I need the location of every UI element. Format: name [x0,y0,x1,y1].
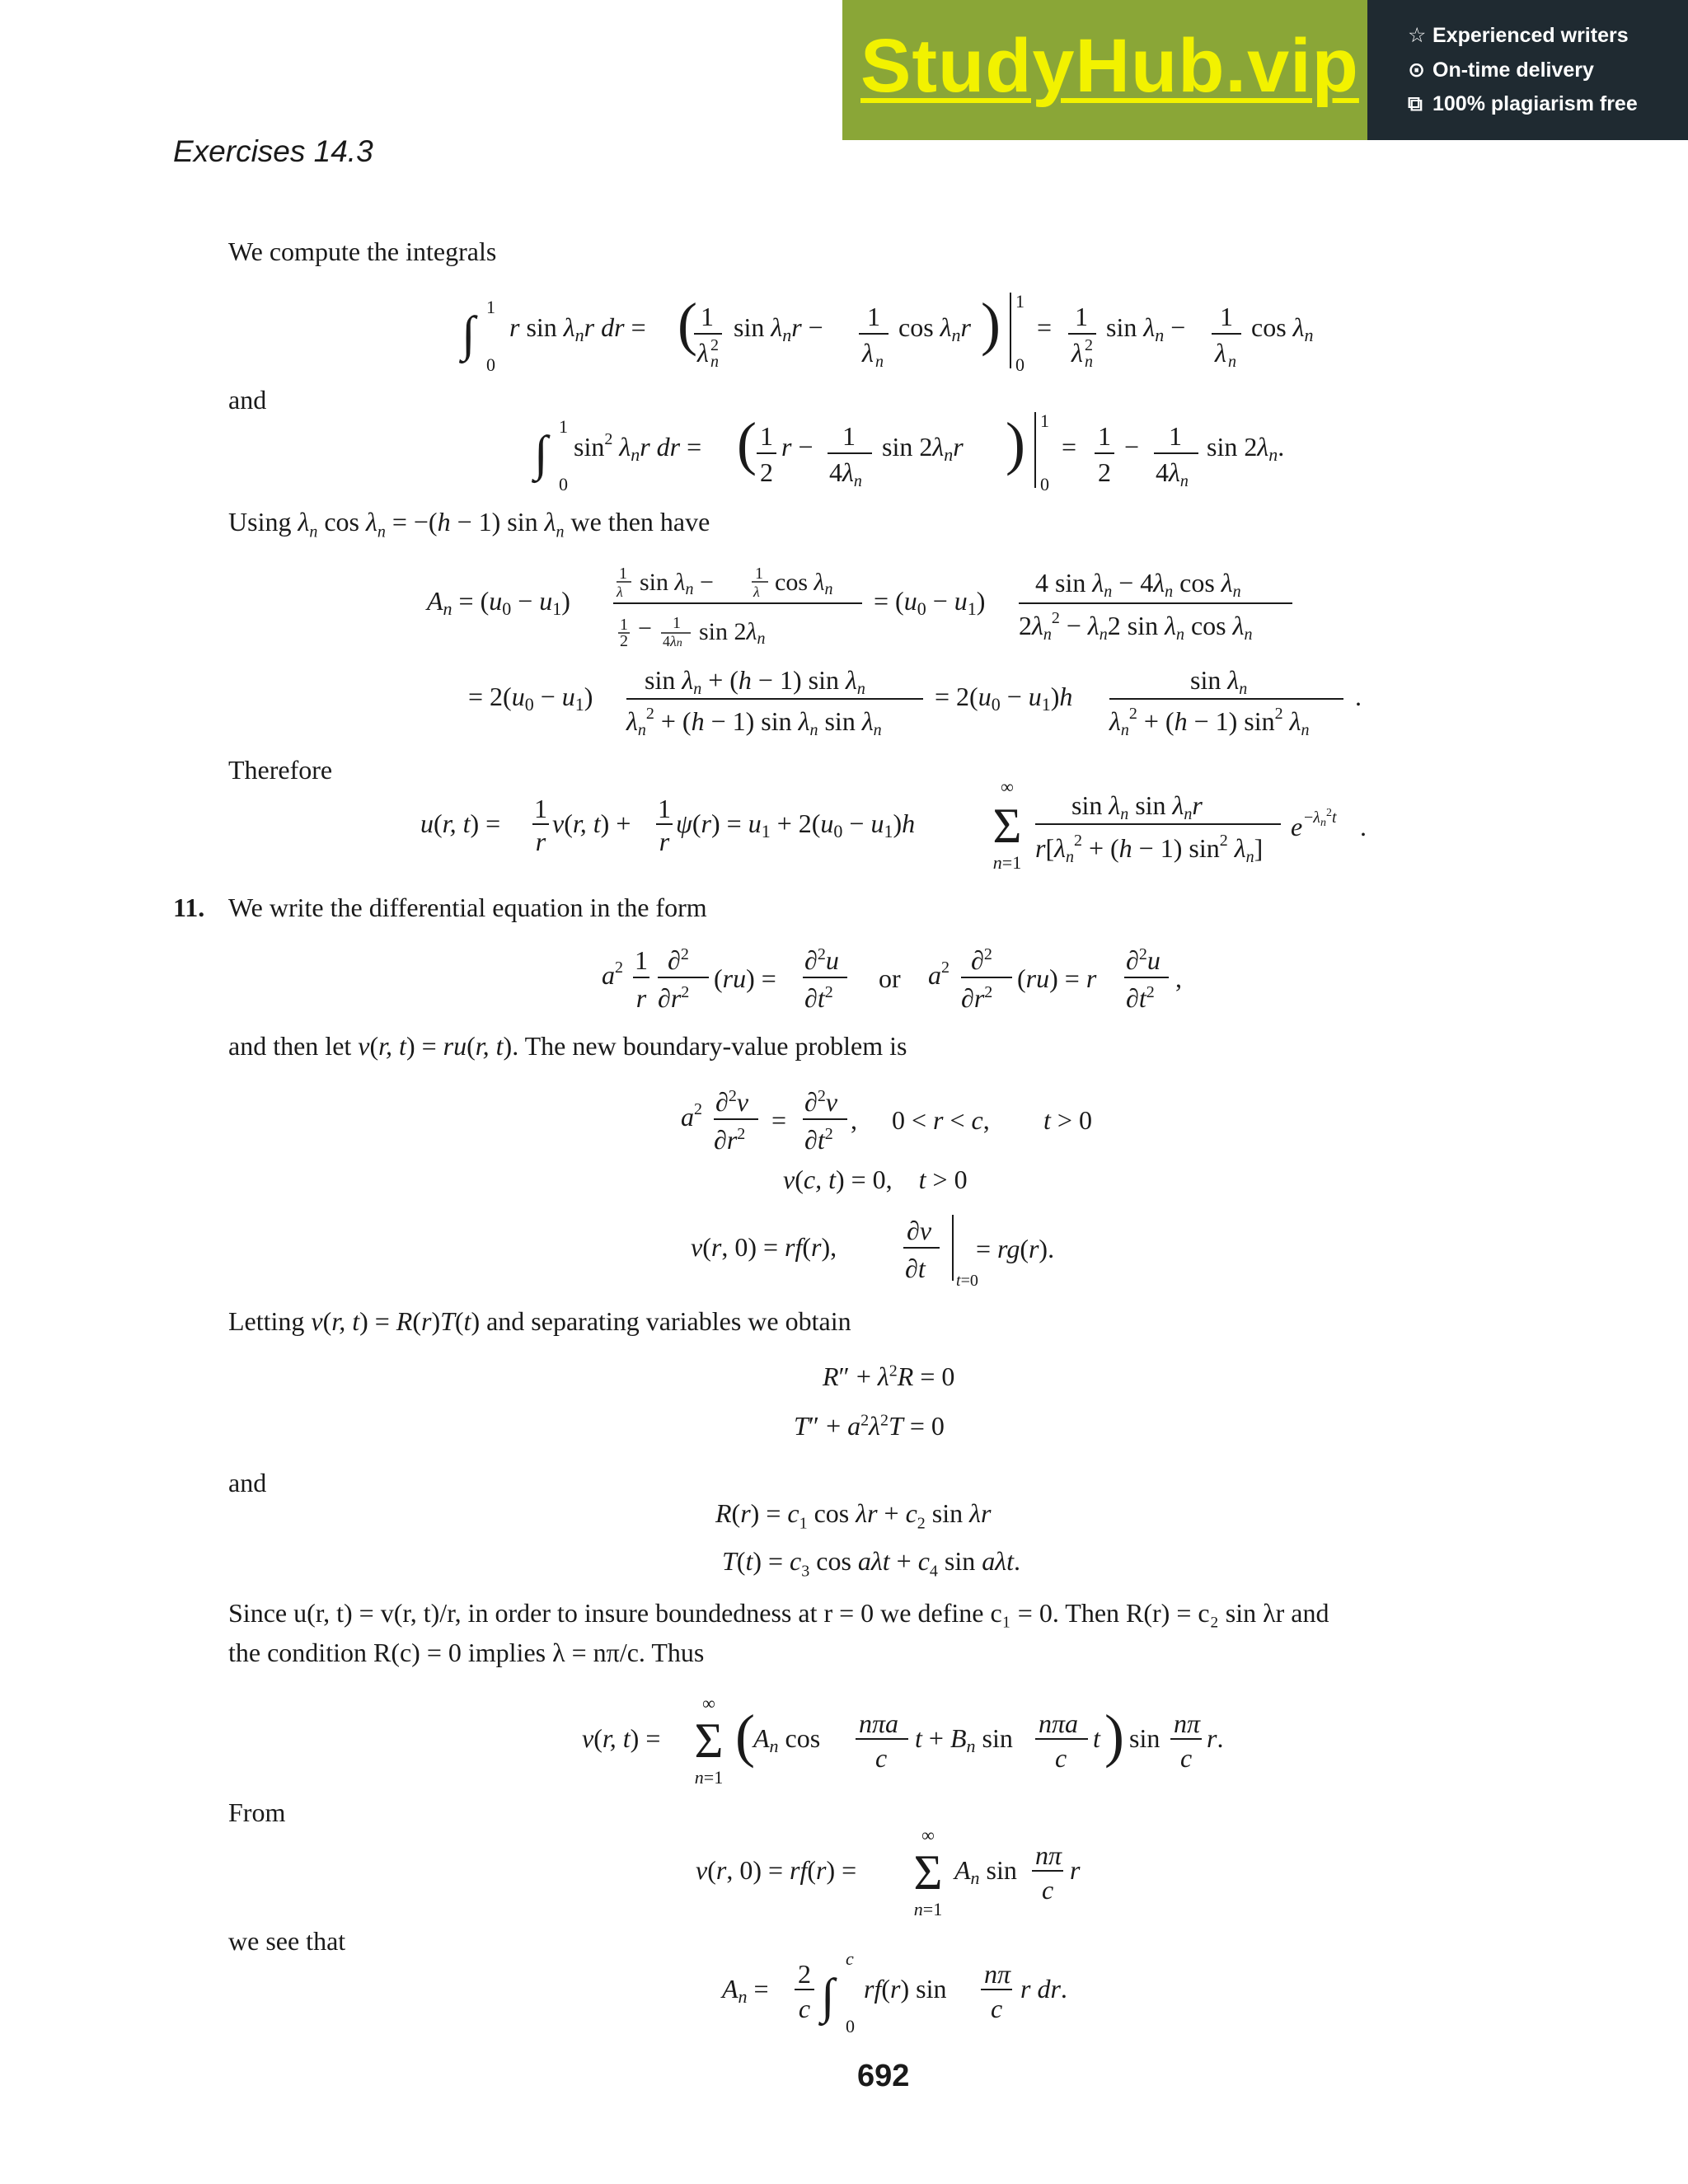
equation-R-solution: $R(r) = c_1$ $\cos \lambda r + c_2$ sin λr [715,1498,992,1533]
svg-text:= 2(u0 − u1): = 2(u0 − u1) [468,682,593,715]
svg-text:1: 1 [534,794,547,823]
svg-text:,: , [1175,963,1182,993]
equation-bvp-pde-svg [681,1080,1109,1162]
equation-initial-series-svg [696,1821,1108,1924]
svg-text:r.: r. [1207,1723,1224,1753]
svg-text:cos λn: cos λn [1251,312,1314,345]
svg-text:4λn: 4λn [663,633,682,649]
feature-on-time-delivery [1408,58,1594,82]
svg-text:(: ( [678,291,697,357]
svg-text:0: 0 [846,2016,855,2036]
feature-experienced-writers [1408,23,1629,48]
svg-text:1: 1 [1098,421,1111,451]
svg-text:t > 0: t > 0 [1043,1105,1092,1135]
svg-text:c: c [1055,1743,1067,1773]
svg-text:): ) [981,291,1001,357]
svg-text:r dr.: r dr. [1020,1974,1067,2004]
svg-text:=: = [771,1105,787,1135]
svg-text:2: 2 [760,457,773,487]
svg-text:Σ: Σ [992,799,1022,853]
svg-text:∞: ∞ [1001,776,1014,797]
paragraph-using [228,506,710,541]
brand-logo[interactable]: StudyHub.vip [860,24,1359,108]
equation-v-series-svg [582,1690,1225,1793]
svg-text:(: ( [737,410,757,476]
svg-text:a2: $a^2$ [681,1100,702,1132]
svg-text:1: 1 [755,565,763,583]
equation-wave-form-svg [602,938,1212,1020]
svg-text:c: c [798,1994,811,2023]
svg-text:∞: ∞ [702,1693,715,1713]
equation-An-coefficient-svg [722,1947,1118,2037]
svg-text:r[λn2 + (h − 1) sin2 λn]: $r[\lambda n^2 + (h - 1)$ $\sin^2 \lambda n$] [1035,832,1264,866]
svg-text:∂2v: ∂$^2$v [804,1087,838,1117]
svg-text:= 2(u0 − u1)h: = 2(u0 − u1)h [935,682,1073,715]
svg-text:= rg(r).: = rg(r). [976,1234,1055,1263]
svg-text:λn2 + (h − 1) sin λn sin λn: $\lambda n^2 + (h - 1)$ sin λn sin λn [626,705,882,739]
svg-text:a2: $a^2$ [928,958,950,990]
svg-text:(: ( [735,1703,755,1769]
equation-R-ode: $R'' + \lambda^2R = 0$ [823,1361,955,1391]
svg-text:cos λn: cos λn [775,569,833,598]
svg-text:nπ: nπ [1035,1840,1062,1870]
then-let-prefix: and then let [228,1031,352,1061]
equation-An-first-svg [427,554,1334,650]
svg-text:∞: ∞ [921,1825,935,1845]
svg-text:−: − [1124,432,1140,462]
svg-text:n=1: n=1 [913,1899,943,1919]
svg-text:n: n [1228,353,1236,371]
paragraph-we-see-that: we see that [228,1926,346,1956]
svg-text:sin λn + (h − 1) sin λn: sin λn + (h − 1) sin λn [645,665,865,698]
equation-integral-sin-squared-svg [534,410,1285,494]
svg-text:4 sin λn − 4λn cos λn: 4 sin λn − 4λn cos λn [1035,568,1241,601]
svg-text:∂r2: $\partial r^2$ [658,983,690,1013]
svg-text:0 < r < c,: 0 < r < c, [892,1105,990,1135]
svg-text:r: r [535,827,546,856]
svg-text:r: r [1070,1855,1081,1885]
svg-text:=: = [1062,432,1077,462]
svg-text:c: c [1180,1743,1193,1773]
svg-text:∫: ∫ [534,426,548,480]
paragraph-therefore: Therefore [228,755,333,785]
svg-text:n: n [1085,353,1093,371]
substitution-v-ru: v(r, t) = ru(r, t) [358,1031,513,1061]
svg-text:An cos: An cos [753,1723,821,1756]
svg-text:sin 2λn.: sin 2λn. [1207,432,1285,465]
then-let-suffix: . The new boundary-value problem is [512,1031,907,1061]
equation-wave-form [602,938,1212,1027]
svg-text:,: , [851,1105,857,1135]
svg-text:v(r, t) +: v(r, t) + [552,808,631,838]
since-line-2: the condition R(c) = 0 implies λ = nπ/c. Thus [228,1638,705,1668]
equation-T-solution: $T(t) = c_3$ $\cos a\lambda t + c_4$ sin aλt. [722,1546,1020,1581]
svg-text:An =: An = [722,1974,769,2007]
svg-text:r sin λnr dr =: r sin λnr dr = [509,312,646,345]
paragraph-then-let [228,1030,907,1062]
svg-text:n=1: n=1 [992,852,1022,873]
paragraph-since [228,1597,1564,1669]
equation-u-solution [420,776,1409,886]
svg-text:e: e [1291,812,1303,841]
svg-text:2: 2 [1098,457,1111,487]
svg-text:(ru) =: (ru) = [714,963,776,993]
svg-text:1: 1 [619,565,627,583]
svg-text:∂r2: $\partial r^2$ [961,983,993,1013]
svg-text:sin λn sin λnr: sin λn sin λnr [1071,790,1203,823]
feature-label: 100% plagiarism free [1432,92,1638,115]
svg-text:n: n [875,353,884,371]
svg-text:0: 0 [1015,354,1025,375]
svg-text:sin 2λnr: sin 2λnr [882,432,964,465]
svg-text:4λn: 4λn [1156,457,1189,490]
svg-text:a2: $a^2$ [602,958,623,990]
svg-text:0: 0 [559,474,568,494]
svg-text:2: 2 [620,632,628,650]
svg-text:=: = [1037,312,1053,342]
svg-text:sin2 λnr dr =: $\sin^2 \lambda nr$ dr = [574,430,702,465]
svg-text:or: or [879,963,901,993]
svg-text:∂2: ∂$^2$ [668,945,689,975]
svg-text:λ: λ [753,583,760,600]
using-prefix: Using [228,507,292,537]
svg-text:∂t2: $\partial t^2$ [804,1125,833,1155]
equation-integral-r-sin-svg [462,293,1360,375]
feature-label: On-time delivery [1432,59,1594,82]
svg-text:1: 1 [760,421,773,451]
equation-initial-series [696,1821,1108,1931]
paragraph-letting [228,1305,851,1337]
equation-bvp-initial-svg [691,1210,1119,1292]
equation-bvp-initial [691,1210,1119,1299]
equation-v-series [582,1690,1225,1799]
svg-text:= (u0 − u1): = (u0 − u1) [874,586,986,619]
svg-text:1: 1 [635,945,648,975]
svg-text:1: 1 [701,302,714,331]
star-icon: ☆ [1408,24,1427,47]
feature-plagiarism-free [1408,92,1638,116]
svg-text:2: 2 [798,1959,811,1989]
svg-text:∂r2: $\partial r^2$ [714,1125,746,1155]
svg-text:v(r, 0) = rf(r) =: v(r, 0) = rf(r) = [696,1855,857,1885]
using-identity: $\lambda_n$ $\cos \lambda_n = -(h - 1)$ $\sin \lambda_n$ [298,507,565,541]
svg-text:ψ(r) = u1 + 2(u0 − u1)h: ψ(r) = u1 + 2(u0 − u1)h [676,808,916,841]
svg-text:∂t2: $\partial t^2$ [804,983,833,1013]
svg-text:nπa: nπa [859,1708,899,1738]
svg-text:λ: λ [697,338,709,368]
paragraph-write-de: We write the differential equation in the form [228,893,707,922]
svg-text:sin λn: sin λn [1190,665,1248,698]
svg-text:r −: r − [781,432,814,462]
svg-text:∫: ∫ [821,1969,835,2023]
svg-text:∂v: ∂v [907,1216,932,1245]
svg-text:1: 1 [1015,291,1025,312]
svg-text:c: c [846,1948,854,1969]
svg-text:λ: λ [862,338,874,368]
svg-text:0: 0 [1040,474,1049,494]
svg-text:∂2v: ∂$^2$v [715,1087,749,1117]
equation-An-coefficient [722,1947,1118,2044]
svg-text:2: 2 [1085,336,1093,354]
svg-text:An sin: An sin [954,1855,1017,1888]
equation-u-solution-svg [420,776,1409,879]
svg-text:sin λn −: sin λn − [640,569,714,598]
section-title: Exercises 14.3 [173,134,373,168]
svg-text:Σ: Σ [694,1713,724,1768]
svg-text:(ru) = r: (ru) = r [1017,963,1097,993]
svg-text:1: 1 [1220,302,1233,331]
svg-text:∂t2: $\partial t^2$ [1126,983,1155,1013]
svg-text:sin: sin [1129,1723,1160,1753]
page-number: 692 [857,2059,910,2093]
svg-text:n: n [710,353,719,371]
equation-bvp-boundary: v(c, t) = 0, t > 0 [783,1165,968,1194]
svg-text:c: c [1042,1875,1054,1905]
svg-text:sin 2λn: sin 2λn [699,618,766,648]
svg-text:sin λnr −: sin λnr − [734,312,823,345]
svg-text:t + Bn sin: t + Bn sin [915,1723,1013,1756]
svg-text:): ) [1104,1703,1124,1769]
equation-integral-sin-squared [534,410,1285,501]
svg-text:t=0: t=0 [956,1272,978,1290]
since-line-1: Since u(r, t) = v(r, t)/r, in order to insure boundedness at r = 0 we define c₁ = 0. Then R(r) = c₂ sin λr and [228,1598,1329,1628]
svg-text:∂t: ∂t [905,1254,926,1283]
equation-T-ode: $T'' + a^2\lambda^2T = 0$ [794,1411,945,1441]
clock-icon: ⊙ [1408,59,1425,82]
svg-text:u(r, t) =: u(r, t) = [420,808,501,838]
svg-text:1: 1 [673,614,681,632]
svg-text:∫: ∫ [462,307,476,361]
svg-text:r: r [659,827,670,856]
paragraph-compute-integrals: We compute the integrals [228,237,497,266]
exercise-number: 11. [173,893,205,922]
equation-An-second [468,659,1375,748]
svg-text:An = (u0 − u1): An = (u0 − u1) [427,586,570,619]
svg-text:rf(r) sin: rf(r) sin [864,1974,947,2004]
letting-suffix: and separating variables we obtain [486,1306,851,1336]
svg-text:n=1: n=1 [694,1767,724,1788]
paragraph-and-1: and [228,385,267,415]
svg-text:λ: λ [617,583,623,600]
equation-An-first [427,554,1334,651]
svg-text:λ: λ [1215,338,1226,368]
svg-text:−λn2t: $-\lambda_n^2t$ [1304,807,1337,829]
svg-text:nπ: nπ [1174,1708,1201,1738]
svg-text:1: 1 [486,297,495,317]
svg-text:): ) [1006,410,1025,476]
separation-substitution: v(r, t) = R(r)T(t) [311,1306,481,1336]
svg-text:2λn2 − λn2 sin λn cos λn: $2\lambda n^2 - \lambda n2$ sin λn cos λn [1019,609,1253,644]
svg-text:c: c [875,1743,888,1773]
paragraph-from: From [228,1797,286,1827]
svg-text:λn2 + (h − 1) sin2 λn: $\lambda n^2 + (h - 1)$ $\sin^2 \lambda n$ [1109,705,1310,739]
svg-text:v(r, 0) = rf(r),: v(r, 0) = rf(r), [691,1232,837,1262]
svg-text:∂2u: ∂$^2$u [804,945,839,975]
svg-text:1: 1 [1075,302,1088,331]
paragraph-and-2: and [228,1468,267,1497]
svg-text:∂2: ∂$^2$ [971,945,992,975]
svg-text:nπa: nπa [1039,1708,1079,1738]
svg-text:sin λn −: sin λn − [1106,312,1186,345]
svg-text:1: 1 [1169,421,1182,451]
svg-text:Σ: Σ [913,1845,943,1900]
svg-text:nπ: nπ [984,1959,1011,1989]
svg-text:1: 1 [559,416,568,437]
equation-An-second-svg [468,659,1375,742]
svg-text:1: 1 [1040,410,1049,431]
svg-text:cos λnr: cos λnr [898,312,971,345]
svg-text:c: c [991,1994,1003,2023]
svg-text:1: 1 [867,302,880,331]
copy-icon: ⧉ [1408,92,1423,115]
svg-text:t: t [1093,1723,1100,1753]
svg-text:1: 1 [620,616,628,634]
svg-text:v(r, t) =: v(r, t) = [582,1723,661,1753]
svg-text:λ: λ [1071,338,1083,368]
svg-text:1: 1 [842,421,856,451]
svg-text:4λn: 4λn [829,457,862,490]
svg-text:1: 1 [658,794,671,823]
feature-label: Experienced writers [1432,24,1629,47]
svg-text:.: . [1360,812,1367,841]
letting-prefix: Letting [228,1306,305,1336]
svg-text:r: r [635,983,647,1013]
svg-text:.: . [1355,682,1362,711]
svg-text:∂2u: ∂$^2$u [1126,945,1160,975]
svg-text:2: 2 [710,336,719,354]
equation-integral-r-sin [462,293,1360,382]
svg-text:0: 0 [486,354,495,375]
using-suffix: we then have [570,507,710,537]
equation-bvp-pde [681,1080,1109,1169]
svg-text:−: − [638,615,652,642]
